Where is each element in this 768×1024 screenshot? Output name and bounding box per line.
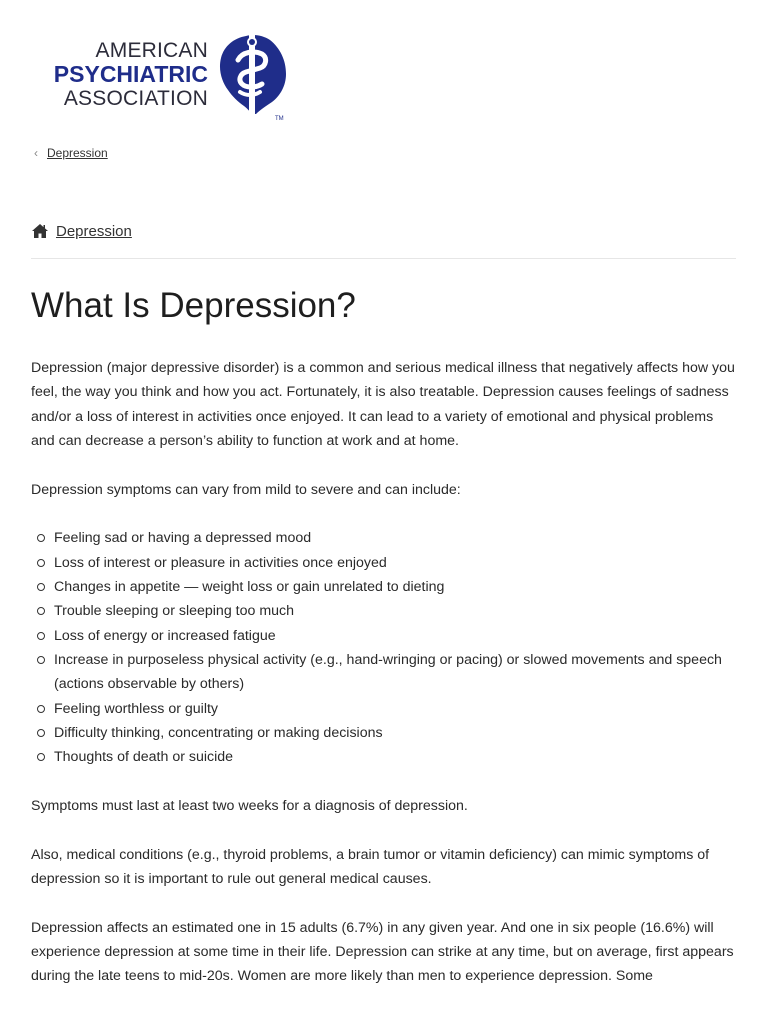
list-item: Changes in appetite — weight loss or gain unrelated to dieting: [54, 575, 737, 599]
logo-wordmark[interactable]: [42, 40, 208, 109]
list-item: Loss of energy or increased fatigue: [54, 624, 737, 648]
list-item: Thoughts of death or suicide: [54, 745, 737, 769]
prevalence-paragraph: Depression affects an estimated one in 15 adults (6.7%) in any given year. And one in six people (16.6%) will experience depression at some time in their life. Depression can strike at any time, but on average, first appears during the late teens to mid-20s. Women are more likely than men to experience depression. Some: [31, 919, 734, 985]
back-breadcrumb: [34, 146, 108, 160]
chevron-left-icon: ‹: [34, 146, 38, 160]
symptoms-list: [31, 526, 737, 769]
apa-logo-icon[interactable]: [216, 30, 288, 122]
breadcrumb: [31, 220, 736, 259]
list-item: Loss of interest or pleasure in activities once enjoyed: [54, 551, 737, 575]
logo-line-psychiatric: PSYCHIATRIC: [53, 61, 208, 87]
logo-line-association: ASSOCIATION: [63, 87, 208, 110]
list-item: Trouble sleeping or sleeping too much: [54, 599, 737, 623]
breadcrumb-link-depression[interactable]: Depression: [56, 223, 132, 240]
intro-paragraph: Depression (major depressive disorder) is a common and serious medical illness that negatively affects how you feel, the way you think and how you act. Fortunately, it is also treatable. Depression causes feelings of sadness and/or a loss of interest in activities once enjoyed. It can lead to a variety of emotional and physical problems and can decrease a person’s ability to function at work and at home.: [31, 360, 735, 449]
page-title: What Is Depression?: [31, 286, 356, 325]
list-item: Difficulty thinking, concentrating or making decisions: [54, 721, 737, 745]
logo-line-american: AMERICAN: [95, 39, 208, 62]
back-breadcrumb-link[interactable]: Depression: [47, 146, 108, 160]
duration-paragraph: Symptoms must last at least two weeks for a diagnosis of depression.: [31, 797, 468, 814]
symptoms-intro: Depression symptoms can vary from mild to severe and can include:: [31, 481, 461, 498]
list-item: Increase in purposeless physical activity (e.g., hand-wringing or pacing) or slowed movements and speech (actions observable by others): [54, 648, 737, 697]
article-body: [31, 356, 737, 1013]
list-item: Feeling sad or having a depressed mood: [54, 526, 737, 550]
site-header: [40, 30, 300, 122]
logo-tm: TM: [275, 116, 284, 122]
list-item: Feeling worthless or guilty: [54, 697, 737, 721]
medical-paragraph: Also, medical conditions (e.g., thyroid problems, a brain tumor or vitamin deficiency) can mimic symptoms of depression so it is important to rule out general medical causes.: [31, 846, 710, 888]
home-icon[interactable]: [31, 223, 49, 239]
